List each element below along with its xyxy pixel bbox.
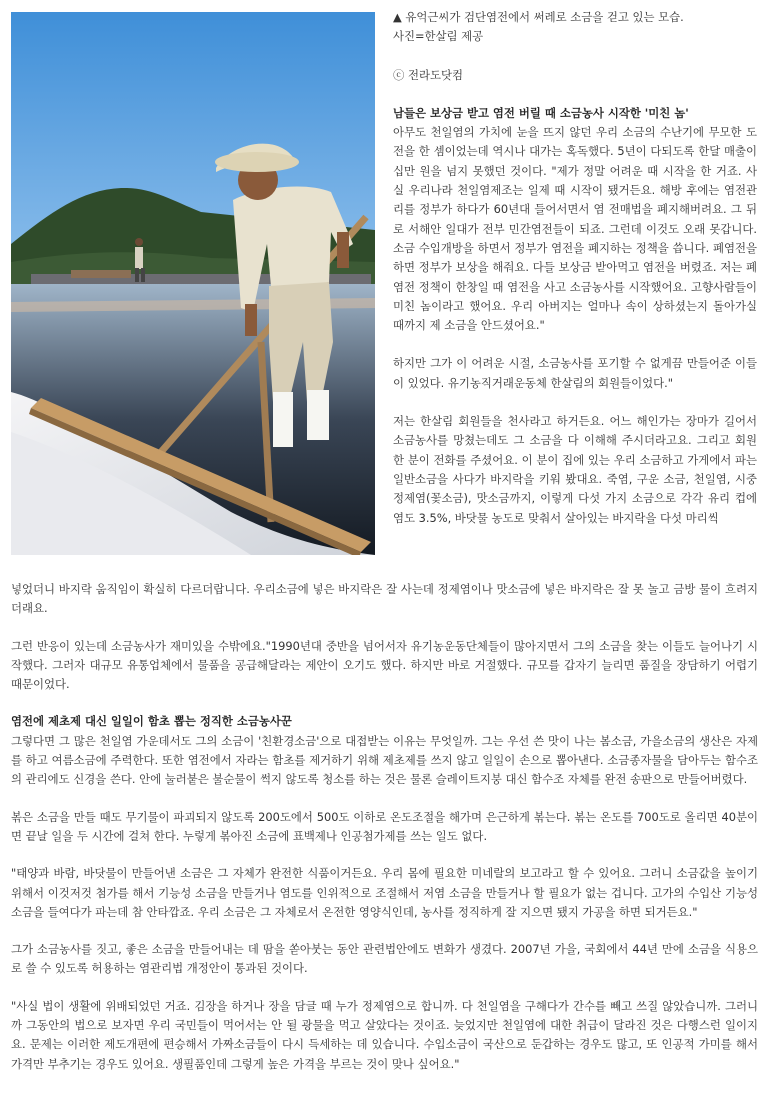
section1-para2: 하지만 그가 이 어려운 시절, 소금농사를 포기할 수 없게끔 만들어준 이들이 있었다. 유기농직거래운동체 한살림의 회원들이었다." (393, 356, 757, 390)
section2-para5: "사실 법이 생활에 위배되었던 거죠. 김장을 하거나 장을 담글 때 누가 정제염으로 합니까. 다 천일염을 구해다가 간수를 빼고 쓰질 않았습니까. 그러니까 그동안의 법으로 보자면 우리 국민들이 먹어서는 안 될 광물을 먹고 살았다는 것이죠. 늦었지만 천일염에 대한 취급이 달라진 것은 다행스런 일이지요. 문제는 이러한 제도개편에 편승해서 가짜소금들이 다시 득세하는 데 있습니다. 수입소금이 국산으로 둔갑하는 경우도 많고, 또 인공적 가미를 해서 가격만 부추기는 경우도 있어요. 생필품인데 그렇게 높은 가격을 부르는 것이 맞나 싶어요." (11, 998, 758, 1071)
section2-heading: 염전에 제초제 대신 일일이 함초 뽑는 정직한 소금농사꾼 (11, 714, 292, 729)
section1-heading: 남들은 보상금 받고 염전 버릴 때 소금농사 시작한 '미친 놈' (393, 105, 689, 120)
copyright: ⓒ 전라도닷컴 (393, 67, 464, 82)
section2-para2: 볶은 소금을 만들 때도 무기물이 파괴되지 않도록 200도에서 500도 이하로 온도조절을 해가며 은근하게 볶는다. 볶는 온도를 700도로 올리면 40분이면 끝날 일을 두 시간에 걸쳐 한다. 누렇게 볶아진 소금에 표백제나 인공첨가제를 쓰는 일도 없다. (11, 809, 758, 843)
photo-credit: 사진=한살림 제공 (393, 29, 484, 44)
photo-illustration (11, 12, 375, 555)
right-column (393, 8, 757, 528)
section1-para3-continued: 넣었더니 바지락 움직임이 확실히 다르더랍니다. 우리소금에 넣은 바지락은 잘 사는데 정제염이나 맛소금에 넣은 바지락은 잘 못 놀고 금방 물이 흐려지더래요. (11, 582, 758, 616)
section2-para4: 그가 소금농사를 짓고, 좋은 소금을 만들어내는 데 땀을 쏟아붓는 동안 관련법안에도 변화가 생겼다. 2007년 가을, 국회에서 44년 만에 소금을 식용으로 쓸 수 있도록 허용하는 염관리법 개정안이 통과된 것이다. (11, 942, 758, 976)
section1-para4: 그런 반응이 있는데 소금농사가 재미있을 수밖에요."1990년대 중반을 넘어서자 유기농운동단체들이 많아지면서 그의 소금을 찾는 이들도 늘어나기 시작했다. 그러자 대규모 유통업체에서 물품을 공급해달라는 제안이 오기도 했다. 하지만 바로 거절했다. 규모를 갑자기 늘리면 품질을 장담하기 어렵기 때문이었다. (11, 638, 758, 692)
salt-farmer-photo (11, 12, 375, 555)
section1-para3-start: 저는 한살림 회원들을 천사라고 하거든요. 어느 해인가는 장마가 길어서 소금농사를 망쳤는데도 그 소금을 다 이해해 주시더라고요. 그리고 회원 한 분이 전화를 주셨어요. 이 분이 집에 있는 우리 소금하고 가게에서 파는 일반소금을 사다가 바지락을 키워 봤대요. 죽염, 구운 소금, 천일염, 시중 정제염(꽃소금), 맛소금까지, 이렇게 다섯 가지 소금으로 각각 유리 컵에 염도 3.5%, 바닷물 농도로 맞춰서 살아있는 바지락을 다섯 마리씩 (393, 414, 757, 525)
section2-para3: "태양과 바람, 바닷물이 만들어낸 소금은 그 자체가 완전한 식품이거든요. 우리 몸에 필요한 미네랄의 보고라고 할 수 있어요. 그러니 소금값을 높이기 위해서 이것저것 첨가를 해서 기능성 소금을 만들거나 염도를 인위적으로 조절해서 저염 소금을 만들거나 할 필요가 없는 겁니다. 고가의 수입산 기능성 소금을 들여다가 파는데 참 안타깝죠. 우리 소금은 그 자체로서 온전한 영양식인데, 농사를 정직하게 잘 지으면 됐지 가공을 하면 되거든요." (11, 866, 758, 919)
photo-caption: ▲ 유억근씨가 검단염전에서 써레로 소금을 걷고 있는 모습. (393, 10, 684, 24)
bottom-column (11, 580, 758, 1074)
section2-para1: 그렇다면 그 많은 천일염 가운데서도 그의 소금이 '친환경소금'으로 대접받는 이유는 무엇일까. 그는 우선 쓴 맛이 나는 봄소금, 가을소금의 생산은 자제를 하고 여름소금에 주력한다. 또한 염전에서 자라는 함초를 제거하기 위해 제초제를 쓰지 않고 일일이 손으로 뽑아낸다. 소금종자물을 담아두는 함수조의 관리에도 신경을 쓴다. 안에 눌러붙은 불순물이 썩지 않도록 청소를 하는 것은 물론 슬레이트지붕 대신 함수조 자체를 완전 송판으로 만들어버렸다. (11, 733, 758, 787)
section1-para1: 아무도 천일염의 가치에 눈을 뜨지 않던 우리 소금의 수난기에 무모한 도전을 한 셈이었는데 역시나 대가는 혹독했다. 5년이 다되도록 한달 매출이 십만 원을 넘지 못했던 것이다. "제가 정말 어려운 때 시작을 한 거죠. 사실 우리나라 천일염제조는 일제 때 시작이 됐거든요. 해방 후에는 염전관리를 정부가 하다가 60년대 들어서면서 염 전매법을 폐지해버려요. 그 뒤로 서해안 일대가 전부 민간염전들이 되죠. 그런데 이것도 오래 못갑니다. 소금 수입개방을 하면서 정부가 염전을 폐지하는 정책을 씁니다. 폐염전을 하면 정부가 보상을 해줘요. 다들 보상금 받아먹고 염전을 버렸죠. 저는 폐염전 정책이 한창일 때 염전을 사고 소금농사를 시작했어요. 고향사람들이 미친 놈이라고 했어요. 우리 아버지는 얼마나 속이 상하셨는지 돌아가실 때까지 제 소금을 안드셨어요." (393, 125, 757, 333)
